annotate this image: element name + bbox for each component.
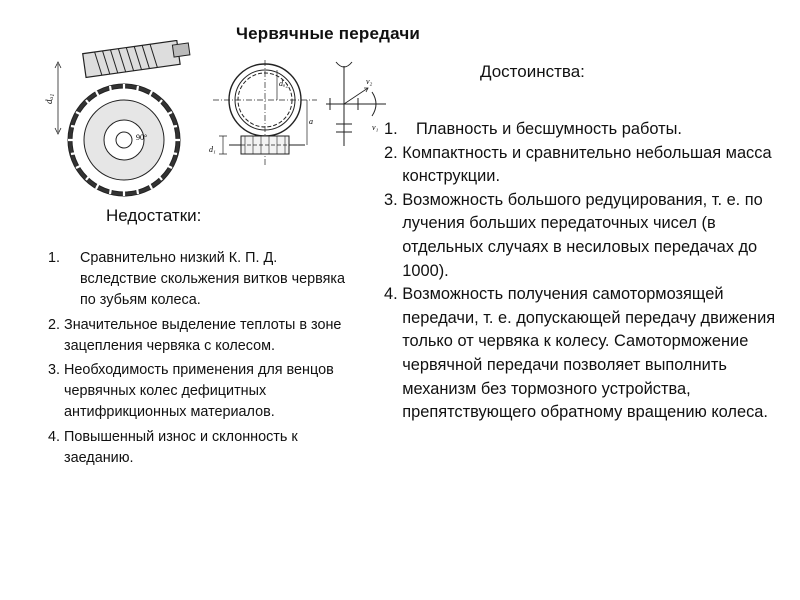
disadvantage-number: 4. [48, 428, 61, 445]
section-label-da2: dₐ₂ [279, 79, 289, 88]
disadvantage-number: 1. [48, 250, 61, 266]
advantage-item [384, 283, 794, 425]
disadvantage-item [48, 248, 348, 312]
advantage-number: 4. [384, 285, 398, 304]
page-title: Червячные передачи [236, 24, 421, 43]
disadvantage-item [48, 360, 348, 424]
advantage-number: 2. [384, 143, 398, 162]
disadvantage-number: 2. [48, 316, 61, 333]
disadvantage-item [48, 427, 348, 469]
advantage-text: Возможность получения самотормозящей передачи, т. е. допускающей передачу движения только от червяка к колесу. Самоторможение червячной передачи позволяет выполнить механизм без тормозного устройства, препятствующего обратному вращению колеса. [402, 285, 776, 422]
advantage-item [384, 189, 794, 283]
kin-label-v1: v₁ [372, 123, 379, 132]
disadvantages-heading: Недостатки: [106, 206, 202, 225]
section-label-a: a [309, 117, 313, 126]
kin-label-v2: v₂ [366, 77, 373, 86]
kinematic-diagram [322, 58, 390, 148]
advantage-number: 3. [384, 190, 398, 209]
gear-label-da: dₐ₁ [44, 93, 54, 104]
advantage-item [384, 118, 794, 142]
disadvantage-number: 3. [48, 362, 61, 379]
worm-gear-illustration [44, 40, 194, 200]
advantage-text: Возможность большого редуцирования, т. е. по лучения больших передаточных чисел (в отдельных случаях в несиловых передачах до 1000). [402, 190, 763, 280]
section-label-d1: d₁ [209, 145, 216, 154]
disadvantage-text: Необходимость применения для венцов червячных колес дефицитных антифрикционных материалов. [64, 362, 334, 421]
disadvantage-text: Сравнительно низкий К. П. Д. вследствие скольжения витков червяка по зубьям колеса. [80, 250, 346, 309]
advantages-heading: Достоинства: [480, 62, 585, 81]
disadvantage-text: Повышенный износ и склонность к заеданию. [64, 428, 298, 466]
disadvantage-item [48, 315, 348, 357]
gear-label-angle: 90° [136, 133, 148, 142]
disadvantage-text: Значительное выделение теплоты в зоне зацепления червяка с колесом. [64, 316, 342, 354]
worm-gear-section-drawing [205, 58, 325, 168]
advantage-text: Плавность и бесшумность работы. [416, 120, 682, 138]
disadvantages-list [48, 248, 348, 472]
advantage-number: 1. [384, 120, 398, 138]
advantages-list [384, 118, 794, 425]
advantage-item [384, 142, 794, 189]
advantage-text: Компактность и сравнительно небольшая масса конструкции. [402, 143, 772, 186]
